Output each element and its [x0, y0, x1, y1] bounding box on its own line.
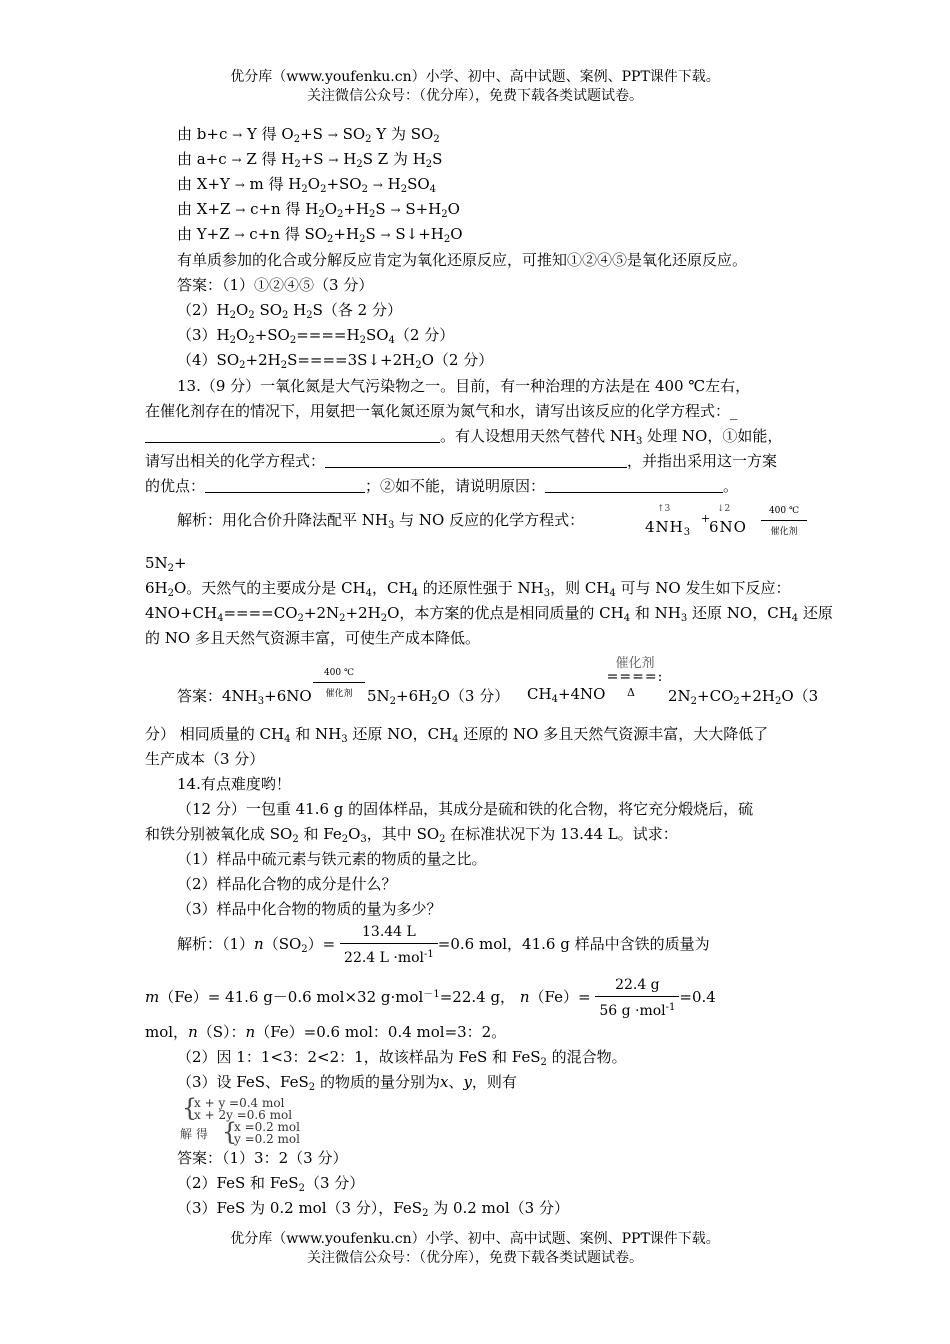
- fraction-n-fe: $\frac{22.4 g}{56 g \cdot mol^{-1}}$: [595, 974, 679, 1022]
- derivation-line-z: 由 a+c → Z 得 $H_2+S \to H_2S$ Z 为 $H_2S$: [177, 150, 443, 170]
- answer-blank: [205, 476, 365, 493]
- q14-title: 14.有点难度哟！: [177, 775, 291, 793]
- q13-line-1: 13.（9 分）一氧化氮是大气污染物之一。目前，有一种治理的方法是在 400 ℃左右，: [177, 377, 751, 395]
- q13-line-4: 请写出相关的化学方程式： ，并指出采用这一方案: [145, 452, 778, 470]
- q13-solution-2: $6H_2O$。天然气的主要成分是 $CH_4$，$CH_4$ 的还原性强于 $NH_3$，则 $CH_4$ 可与 NO 发生如下反应：: [145, 579, 791, 599]
- q13-solution-3: $4NO+CH_4====CO_2+2N_2+2H_2O$，本方案的优点是相同质量的 $CH_4$ 和 $NH_3$ 还原 NO，$CH_4$ 还原: [145, 604, 833, 624]
- answer-3: $(3)H_2O_2+SO_2====H_2SO_4(2$ 分）: [177, 326, 455, 346]
- q14-line-1: （12 分）一包重 41.6 g 的固体样品，其成分是硫和铁的化合物，将它充分煅烧后，硫: [177, 800, 754, 818]
- answer-cond-catalyst: 催化剂: [325, 689, 353, 699]
- derivation-line-xz: 由 X+Z → c+n 得 $H_2O_2+H_2S \to S+H_2O$: [177, 200, 460, 220]
- reaction-bar: [761, 520, 807, 521]
- system-solve-label: 解 得: [180, 1127, 208, 1141]
- system-sol-y: y =0.2 mol: [234, 1132, 300, 1146]
- q14-solution-2: m（Fe）= 41.6 g－0.6 mol×32 g·mol$^{-1}$=22.4 g， n（Fe）= $\frac{22.4 g}{56 g \cdot mol^{-1}}$ =0.4: [145, 971, 716, 1022]
- plus-sign: +: [701, 512, 711, 525]
- q14-answer-3: （3）FeS 为 0.2 mol（3 分），FeS$_2$ 为 0.2 mol（3 分）: [177, 1199, 569, 1219]
- brace-1: {: [182, 1094, 198, 1122]
- answer2-heat: Δ: [627, 686, 635, 699]
- condition-catalyst: 催化剂: [770, 527, 798, 537]
- answer-eq-2a: $CH_4+4NO$: [527, 685, 606, 705]
- answer-blank: [325, 451, 627, 468]
- answer-eq-1b: $5N_2+6H_2O(3$ 分）: [367, 687, 510, 707]
- answer2-catalyst: 催化剂: [615, 656, 655, 671]
- q13-line-5: 的优点： ；②如不能，请说明原因： 。: [145, 477, 739, 495]
- reactant-no: 6NO: [709, 518, 747, 536]
- answer-eq-2b: $2N_2+CO_2+2H_2O(3$: [668, 687, 819, 707]
- header-line-2: 关注微信公众号：（优分库），免费下载各类试题试卷。: [307, 88, 643, 104]
- q13-answer-end: 生产成本（3 分）: [145, 750, 265, 768]
- system-sol-x: x =0.2 mol: [234, 1120, 300, 1134]
- q13-line-3: 。有人设想用天然气替代 $NH_3$ 处理 NO，①如能，: [145, 426, 782, 452]
- valence-down-2: ↓2: [717, 504, 731, 514]
- q14-solution-4: （2）因 1：1<3：2<2：1，故该样品为 FeS 和 FeS$_2$ 的混合物。: [177, 1048, 627, 1068]
- q14-answer-2: （2）FeS 和 FeS$_2$（3 分）: [177, 1174, 365, 1194]
- answer-1: 答案：（1）①②④⑤（3 分）: [177, 276, 374, 294]
- answer-2: $(2)H_2O_2$ $SO_2$ $H_2S$（各 2 分）: [177, 301, 402, 321]
- q14-solution-3: mol，n（S）：n（Fe）=0.6 mol：0.4 mol=3：2。: [145, 1023, 507, 1041]
- q14-solution-5: （3）设 FeS、FeS$_2$ 的物质的量分别为x、y，则有: [177, 1073, 517, 1093]
- q14-question-2: （2）样品化合物的成分是什么？: [177, 875, 397, 893]
- product-n2: $5N_2+$: [145, 554, 187, 574]
- valence-equation: [645, 504, 815, 542]
- q13-line-2: 在催化剂存在的情况下，用氨把一氧化氮还原为氮气和水，请写出该反应的化学方程式：_: [145, 402, 738, 420]
- condition-temp: 400 ℃: [768, 506, 800, 516]
- q13-solution-4: 的 NO 多且天然气资源丰富，可使生产成本降低。: [145, 629, 480, 647]
- answer2-eq-bar: ====:: [606, 669, 664, 685]
- answer-blank: [145, 426, 440, 443]
- q14-line-2: 和铁分别被氧化成 $SO_2$ 和 $Fe_2O_3$，其中 $SO_2$ 在标准状况下为 13.44 L。试求：: [145, 825, 678, 845]
- answer-eq-1a: 答案：$4NH_3+6NO$: [177, 687, 312, 707]
- system-eq-1: x + y =0.4 mol: [194, 1096, 285, 1110]
- header-line-1: 优分库（www.youfenku.cn）小学、初中、高中试题、案例、PPT课件下载。: [230, 69, 720, 85]
- answer-blank: [545, 476, 723, 493]
- derivation-line-y: 由 b+c → Y 得 $O_2+S \to SO_2$ Y 为 $SO_2$: [177, 125, 440, 145]
- q13-answer-equations: [177, 650, 817, 710]
- answer-cond-temp: 400 ℃: [323, 668, 355, 678]
- system-eq-2: x + 2y =0.6 mol: [194, 1108, 293, 1122]
- valence-up-3: ↑3: [657, 504, 671, 514]
- q14-question-1: （1）样品中硫元素与铁元素的物质的量之比。: [177, 850, 487, 868]
- equation-system: [180, 1095, 380, 1145]
- fraction-n-so2: $\frac{13.44 L}{22.4 L \cdot mol^{-1}}$: [340, 921, 438, 969]
- derivation-line-yz: 由 Y+Z → c+n 得 $SO_2+H_2S$ → $S↓+H_2O$: [177, 225, 463, 245]
- answer-reaction-bar: [313, 682, 365, 683]
- q14-solution-1: 解析：$(1)n(SO_2)=$ $\frac{13.44 L}{22.4 L \cdot mol^{-1}}$ =0.6 mol，41.6 g 样品中含铁的质量为: [177, 920, 710, 974]
- q14-answer-1: 答案：（1）3：2（3 分）: [177, 1149, 348, 1167]
- derivation-line-m: 由 X+Y → m 得 $H_2O_2+SO_2 \to H_2SO_4$: [177, 175, 437, 195]
- footer-line-1: 优分库（www.youfenku.cn）小学、初中、高中试题、案例、PPT课件下载。: [230, 1231, 720, 1247]
- footer-line-2: 关注微信公众号：（优分库），免费下载各类试题试卷。: [307, 1250, 643, 1266]
- answer-4: $(4)SO_2+2H_2S====3S↓+2H_2O(2$ 分）: [177, 351, 494, 371]
- q13-answer-advantage: 分） 相同质量的 $CH_4$ 和 $NH_3$ 还原 NO，$CH_4$ 还原的 NO 多且天然气资源丰富，大大降低了: [145, 725, 769, 745]
- conclusion-text: 有单质参加的化合或分解反应肯定为氧化还原反应，可推知①②④⑤是氧化还原反应。: [177, 251, 748, 269]
- reactant-nh3: $4NH_3$: [645, 518, 692, 538]
- brace-2: {: [222, 1118, 238, 1146]
- q14-question-3: （3）样品中化合物的物质的量为多少？: [177, 900, 442, 918]
- q13-solution-intro: 解析：用化合价升降法配平 $NH_3$ 与 NO 反应的化学方程式：: [177, 511, 585, 531]
